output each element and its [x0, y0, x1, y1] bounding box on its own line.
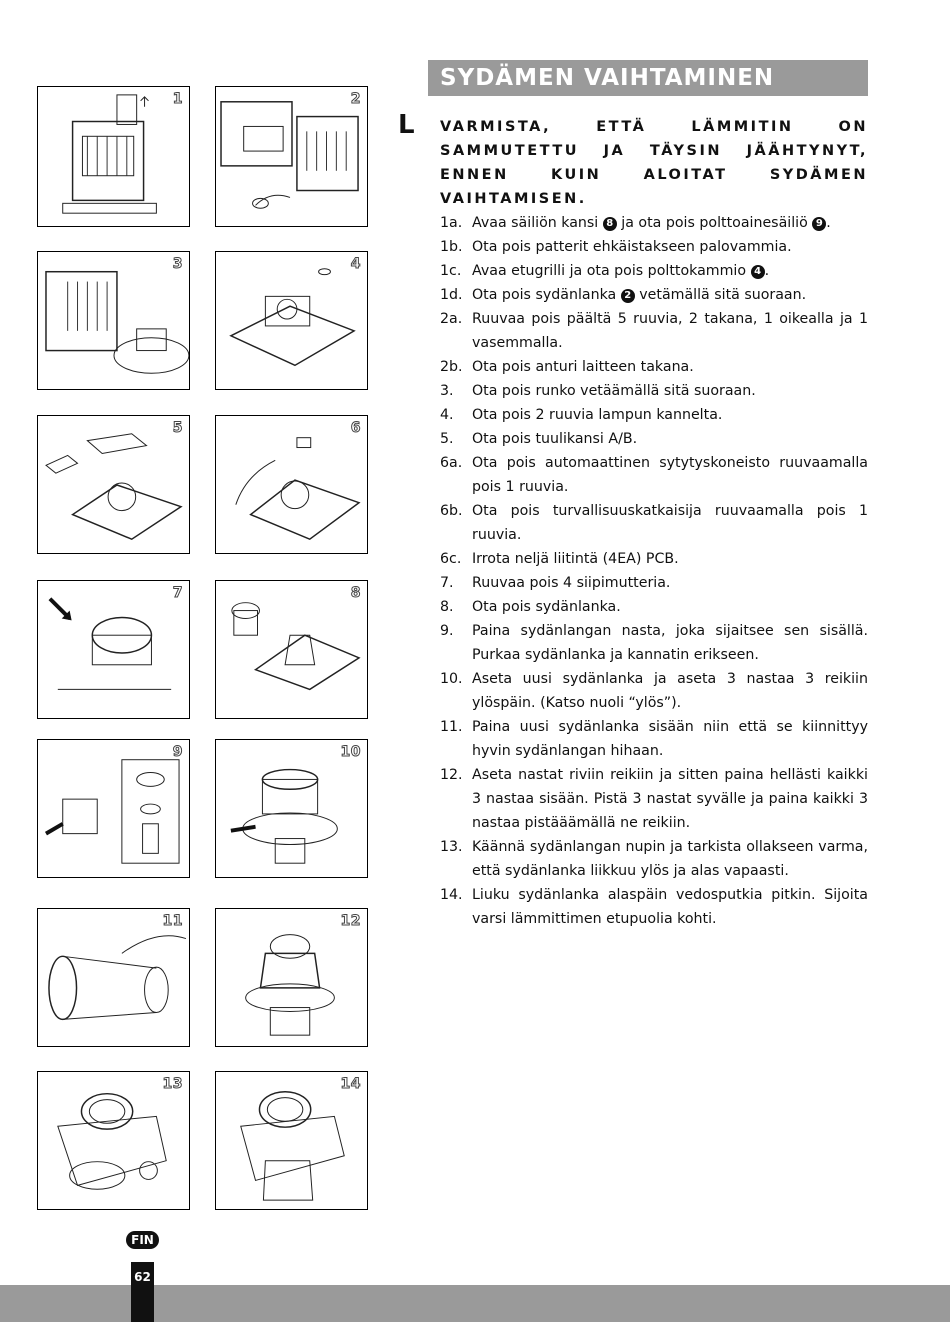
figure-7	[37, 580, 190, 719]
step-item	[440, 571, 868, 595]
step-text: Käännä sydänlangan nupin ja tarkista ollakseen varma, että sydänlanka liikkuu ylös ja alas vapaasti.	[472, 839, 868, 879]
step-item	[440, 355, 868, 379]
step-item	[440, 403, 868, 427]
step-text: Ota pois anturi laitteen takana.	[472, 359, 694, 375]
step-item	[440, 427, 868, 451]
figure-8	[215, 580, 368, 719]
step-number: 14.	[440, 887, 463, 903]
section-letter: L	[398, 110, 415, 140]
figure-10	[215, 739, 368, 878]
step-item	[440, 307, 868, 355]
figure-number: 9	[172, 744, 183, 760]
figure-12	[215, 908, 368, 1047]
part-number-badge: 4	[751, 265, 765, 279]
figure-number: 12	[340, 913, 361, 929]
step-text: Irrota neljä liitintä (4EA) PCB.	[472, 551, 679, 567]
figure-13	[37, 1071, 190, 1210]
figure-number: 4	[350, 256, 361, 272]
wind-cover-icon	[38, 416, 189, 553]
figure-number: 5	[172, 420, 183, 436]
step-number: 2b.	[440, 359, 463, 375]
step-item	[440, 715, 868, 763]
step-text: Ota pois patterit ehkäistakseen palovammia.	[472, 239, 792, 255]
step-number: 1c.	[440, 263, 462, 279]
heater-lid-open-icon	[38, 87, 189, 226]
figure-number: 11	[162, 913, 183, 929]
figure-5	[37, 415, 190, 554]
step-text: Ota pois sydänlanka.	[472, 599, 621, 615]
burner-base-icon	[216, 252, 367, 389]
wick-holder-icon	[38, 740, 189, 877]
step-item	[440, 595, 868, 619]
figure-number: 7	[172, 585, 183, 601]
page-number: 62	[131, 1262, 154, 1322]
step-text: Aseta uusi sydänlanka ja aseta 3 nastaa 3 reikiin ylöspäin. (Katso nuoli “ylös”).	[472, 671, 868, 711]
wick-removal-icon	[216, 581, 367, 718]
step-number: 10.	[440, 671, 463, 687]
part-number-badge: 9	[812, 217, 826, 231]
step-item	[440, 547, 868, 571]
figure-2	[215, 86, 368, 227]
step-number: 4.	[440, 407, 454, 423]
figure-4	[215, 251, 368, 390]
heater-battery-icon	[216, 87, 367, 226]
step-number: 2a.	[440, 311, 463, 327]
igniter-removal-icon	[216, 416, 367, 553]
step-text: Avaa säiliön kansi 8 ja ota pois polttoainesäiliö 9 .	[472, 215, 831, 231]
figure-3	[37, 251, 190, 390]
figure-14	[215, 1071, 368, 1210]
heater-disassembled-icon	[38, 252, 189, 389]
instruction-list	[440, 211, 868, 931]
step-number: 13.	[440, 839, 463, 855]
step-item	[440, 499, 868, 547]
step-text: Liuku sydänlanka alaspäin vedosputkia pitkin. Sijoita varsi lämmittimen etupuolia kohti.	[472, 887, 868, 927]
step-item	[440, 259, 868, 283]
step-number: 5.	[440, 431, 454, 447]
step-item	[440, 763, 868, 835]
step-number: 3.	[440, 383, 454, 399]
step-number: 9.	[440, 623, 454, 639]
section-title: SYDÄMEN VAIHTAMINEN	[428, 60, 868, 96]
step-item	[440, 835, 868, 883]
step-text: Ota pois turvallisuuskatkaisija ruuvaamalla pois 1 ruuvia.	[472, 503, 868, 543]
step-text: Ota pois runko vetäämällä sitä suoraan.	[472, 383, 756, 399]
step-text: Aseta nastat riviin reikiin ja sitten paina hellästi kaikki 3 nastaa sisään. Pistä 3 nastat syvälle ja paina kaikki 3 nastaa pistääämällä ne reikiin.	[472, 767, 868, 831]
step-item	[440, 211, 868, 235]
figure-number: 1	[172, 91, 183, 107]
wick-slide-icon	[216, 1072, 367, 1209]
step-text: Ruuvaa pois 4 siipimutteria.	[472, 575, 671, 591]
step-number: 8.	[440, 599, 454, 615]
wick-knob-icon	[38, 1072, 189, 1209]
figure-11	[37, 908, 190, 1047]
step-item	[440, 235, 868, 259]
figure-number: 6	[350, 420, 361, 436]
wick-insert-icon	[216, 740, 367, 877]
step-text: Ota pois sydänlanka 2 vetämällä sitä suoraan.	[472, 287, 807, 303]
step-text: Avaa etugrilli ja ota pois polttokammio 4 .	[472, 263, 770, 279]
wing-nuts-icon	[38, 581, 189, 718]
step-text: Ota pois 2 ruuvia lampun kannelta.	[472, 407, 723, 423]
figure-6	[215, 415, 368, 554]
step-text: Ota pois tuulikansi A/B.	[472, 431, 638, 447]
figure-number: 2	[350, 91, 361, 107]
step-item	[440, 283, 868, 307]
language-badge: FIN	[126, 1231, 159, 1249]
step-number: 1d.	[440, 287, 463, 303]
step-text: Ota pois automaattinen sytytyskoneisto ruuvaamalla pois 1 ruuvia.	[472, 455, 868, 495]
step-number: 1b.	[440, 239, 463, 255]
step-text: Paina sydänlangan nasta, joka sijaitsee sen sisällä. Purkaa sydänlanka ja kannatin erikseen.	[472, 623, 868, 663]
figure-number: 13	[162, 1076, 183, 1092]
step-number: 6a.	[440, 455, 463, 471]
part-number-badge: 8	[603, 217, 617, 231]
step-item	[440, 883, 868, 931]
step-item	[440, 667, 868, 715]
safety-warning: VARMISTA, ETTÄ LÄMMITIN ON SAMMUTETTU JA TÄYSIN JÄÄHTYNYT, ENNEN KUIN ALOITAT SYDÄMEN VAIHTAMISEN.	[440, 119, 868, 207]
step-number: 11.	[440, 719, 463, 735]
figure-number: 8	[350, 585, 361, 601]
step-text: Paina uusi sydänlanka sisään niin että se kiinnittyy hyvin sydänlangan hihaan.	[472, 719, 868, 759]
step-number: 6c.	[440, 551, 462, 567]
step-number: 1a.	[440, 215, 463, 231]
figure-number: 3	[172, 256, 183, 272]
wick-press-icon	[216, 909, 367, 1046]
step-number: 6b.	[440, 503, 463, 519]
step-text: Ruuvaa pois päältä 5 ruuvia, 2 takana, 1 oikealla ja 1 vasemmalla.	[472, 311, 868, 351]
figure-9	[37, 739, 190, 878]
step-item	[440, 379, 868, 403]
step-number: 7.	[440, 575, 454, 591]
figure-number: 14	[340, 1076, 361, 1092]
wick-closeup-icon	[38, 909, 189, 1046]
step-number: 12.	[440, 767, 463, 783]
step-item	[440, 451, 868, 499]
part-number-badge: 2	[621, 289, 635, 303]
figure-1	[37, 86, 190, 227]
figure-number: 10	[340, 744, 361, 760]
step-item	[440, 619, 868, 667]
